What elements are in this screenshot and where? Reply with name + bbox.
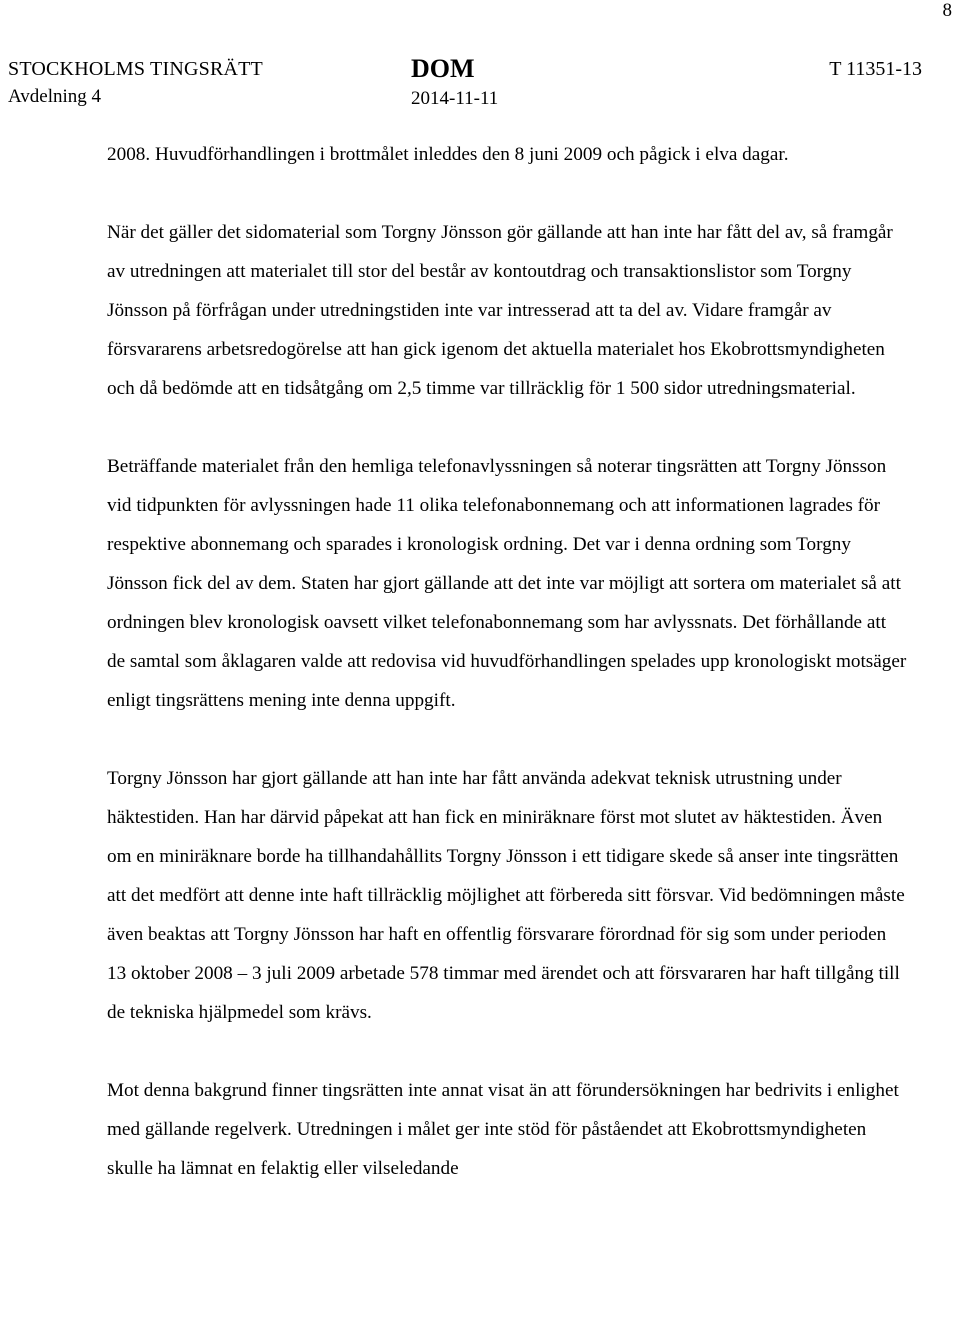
court-division: Avdelning 4 <box>8 86 102 107</box>
paragraph-spacer <box>107 720 907 759</box>
paragraph: Mot denna bakgrund finner tingsrätten inte annat visat än att förundersökningen har bedrivits i enlighet med gällande regelverk. Utredningen i målet ger inte stöd för påståendet att Ekobrottsmyndigheten skulle ha lämnat en felaktig eller vilseledande <box>107 1080 899 1179</box>
page-number: 8 <box>942 0 952 21</box>
paragraph: Beträffande materialet från den hemliga telefonavlyssningen så noterar tingsrätten att Torgny Jönsson vid tidpunkten för avlyssningen hade 11 olika telefonabonnemang och att informationen lagrades för respektive abonnemang och sparades i kronologisk ordning. Det var i denna ordning som Torgny Jönsson fick del av dem. Staten har gjort gällande att det inte var möjligt att sortera om materialet så att ordningen blev kronologisk oavsett vilket telefonabonnemang som har avlyssnats. Det förhållande att de samtal som åklagaren valde att redovisa vid huvudförhandlingen spelades upp kronologiskt motsäger enligt tingsrättens mening inte denna uppgift. <box>107 456 907 711</box>
paragraph: När det gäller det sidomaterial som Torgny Jönsson gör gällande att han inte har fått del av, så framgår av utredningen att materialet till stor del består av kontoutdrag och transaktionslistor som Torgny Jönsson på förfrågan under utredningstiden inte var intresserad att ta del av. Vidare framgår av försvararens arbetsredogörelse att han gick igenom det aktuella materialet hos Ekobrottsmyndigheten och då bedömde att en tidsåtgång om 2,5 timme var tillräcklig för 1 500 sidor utredningsmaterial. <box>107 222 893 399</box>
document-body <box>107 135 907 1188</box>
court-name: STOCKHOLMS TINGSRÄTT <box>8 58 263 80</box>
paragraph-spacer <box>107 1032 907 1071</box>
paragraph-spacer <box>107 408 907 447</box>
paragraph: Torgny Jönsson har gjort gällande att han inte har fått använda adekvat teknisk utrustning under häktestiden. Han har därvid påpekat att han fick en miniräknare först mot slutet av häktestiden. Även om en miniräknare borde ha tillhandahållits Torgny Jönsson i ett tidigare skede så anser inte tingsrätten att det medfört att denne inte haft tillräcklig möjlighet att förbereda sitt försvar. Vid bedömningen måste även beaktas att Torgny Jönsson har haft en offentlig försvarare förordnad för sig som under perioden 13 oktober 2008 – 3 juli 2009 arbetade 578 timmar med ärendet och att försvararen har haft tillgång till de tekniska hjälpmedel som krävs. <box>107 768 905 1023</box>
document-date: 2014-11-11 <box>411 88 499 109</box>
paragraph: 2008. Huvudförhandlingen i brottmålet inleddes den 8 juni 2009 och pågick i elva dagar. <box>107 144 789 165</box>
document-header <box>0 56 960 116</box>
document-type: DOM <box>411 54 475 83</box>
case-number: T 11351-13 <box>829 58 922 80</box>
paragraph-spacer <box>107 174 907 213</box>
